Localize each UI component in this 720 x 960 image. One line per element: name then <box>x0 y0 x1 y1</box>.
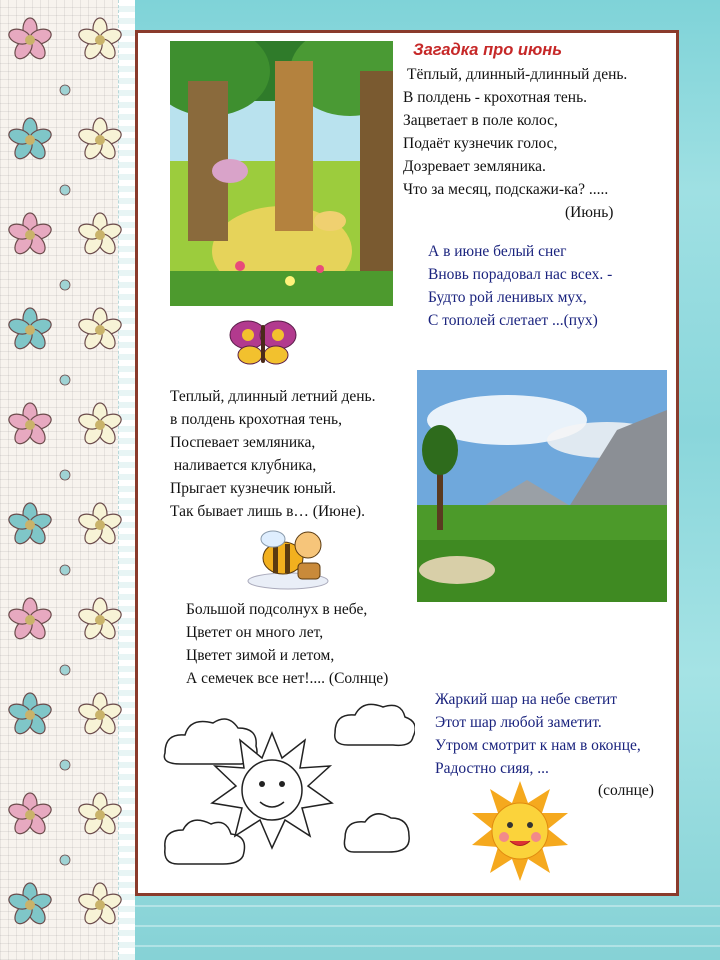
riddle-1-line: Зацветает в поле колос, <box>403 112 558 129</box>
riddle-1-answer: (Июнь) <box>565 204 614 221</box>
riddle-5-line: Утром смотрит к нам в оконце, <box>435 737 641 754</box>
bee-icon <box>243 523 338 593</box>
forest-illustration <box>170 41 393 306</box>
riddle-4-line: Цветет зимой и летом, <box>186 647 335 664</box>
riddle-4 <box>186 598 388 690</box>
riddle-2-line: Вновь порадовал нас всех. - <box>428 266 613 283</box>
riddle-4-line: Цветет он много лет, <box>186 624 324 641</box>
riddle-2-line: А в июне белый снег <box>428 243 567 260</box>
riddle-2 <box>428 240 612 332</box>
sun-icon <box>470 781 570 881</box>
riddle-4-line: Большой подсолнух в небе, <box>186 601 368 618</box>
water-ripple <box>130 905 720 907</box>
riddle-5-answer: (солнце) <box>598 782 654 799</box>
riddle-3 <box>170 385 376 523</box>
riddle-3-line: Поспевает земляника, <box>170 434 316 451</box>
riddle-3-line: в полдень крохотная тень, <box>170 411 342 428</box>
riddle-3-line: наливается клубника, <box>170 457 317 474</box>
water-ripple <box>130 925 720 927</box>
riddle-3-line: Прыгает кузнечик юный. <box>170 480 337 497</box>
riddle-1-line: Тёплый, длинный-длинный день. <box>407 66 628 83</box>
riddle-5-line: Радостно сияя, ... <box>435 760 549 777</box>
riddle-5-line: Жаркий шар на небе светит <box>435 691 618 708</box>
flower-pattern <box>0 0 130 960</box>
page-title: Загадка про июнь <box>413 41 562 59</box>
butterfly-icon <box>228 315 298 370</box>
riddle-4-line: А семечек все нет!.... (Солнце) <box>186 670 389 687</box>
content-page <box>135 30 679 896</box>
riddle-1-line: Дозревает земляника. <box>403 158 546 175</box>
landscape-illustration <box>417 370 667 602</box>
riddle-1 <box>403 63 627 224</box>
sun-clouds-outline-drawing <box>160 698 415 888</box>
water-ripple <box>130 945 720 947</box>
riddle-3-line: Так бывает лишь в… (Июне). <box>170 503 365 520</box>
riddle-5-line: Этот шар любой заметит. <box>435 714 602 731</box>
riddle-1-line: В полдень - крохотная тень. <box>403 89 588 106</box>
riddle-1-line: Что за месяц, подскажи-ка? ..... <box>403 181 609 198</box>
riddle-3-line: Теплый, длинный летний день. <box>170 388 376 405</box>
riddle-5 <box>435 688 641 780</box>
riddle-2-line: Будто рой ленивых мух, <box>428 289 587 306</box>
riddle-2-line: С тополей слетает ...(пух) <box>428 312 598 329</box>
riddle-1-line: Подаёт кузнечик голос, <box>403 135 558 152</box>
